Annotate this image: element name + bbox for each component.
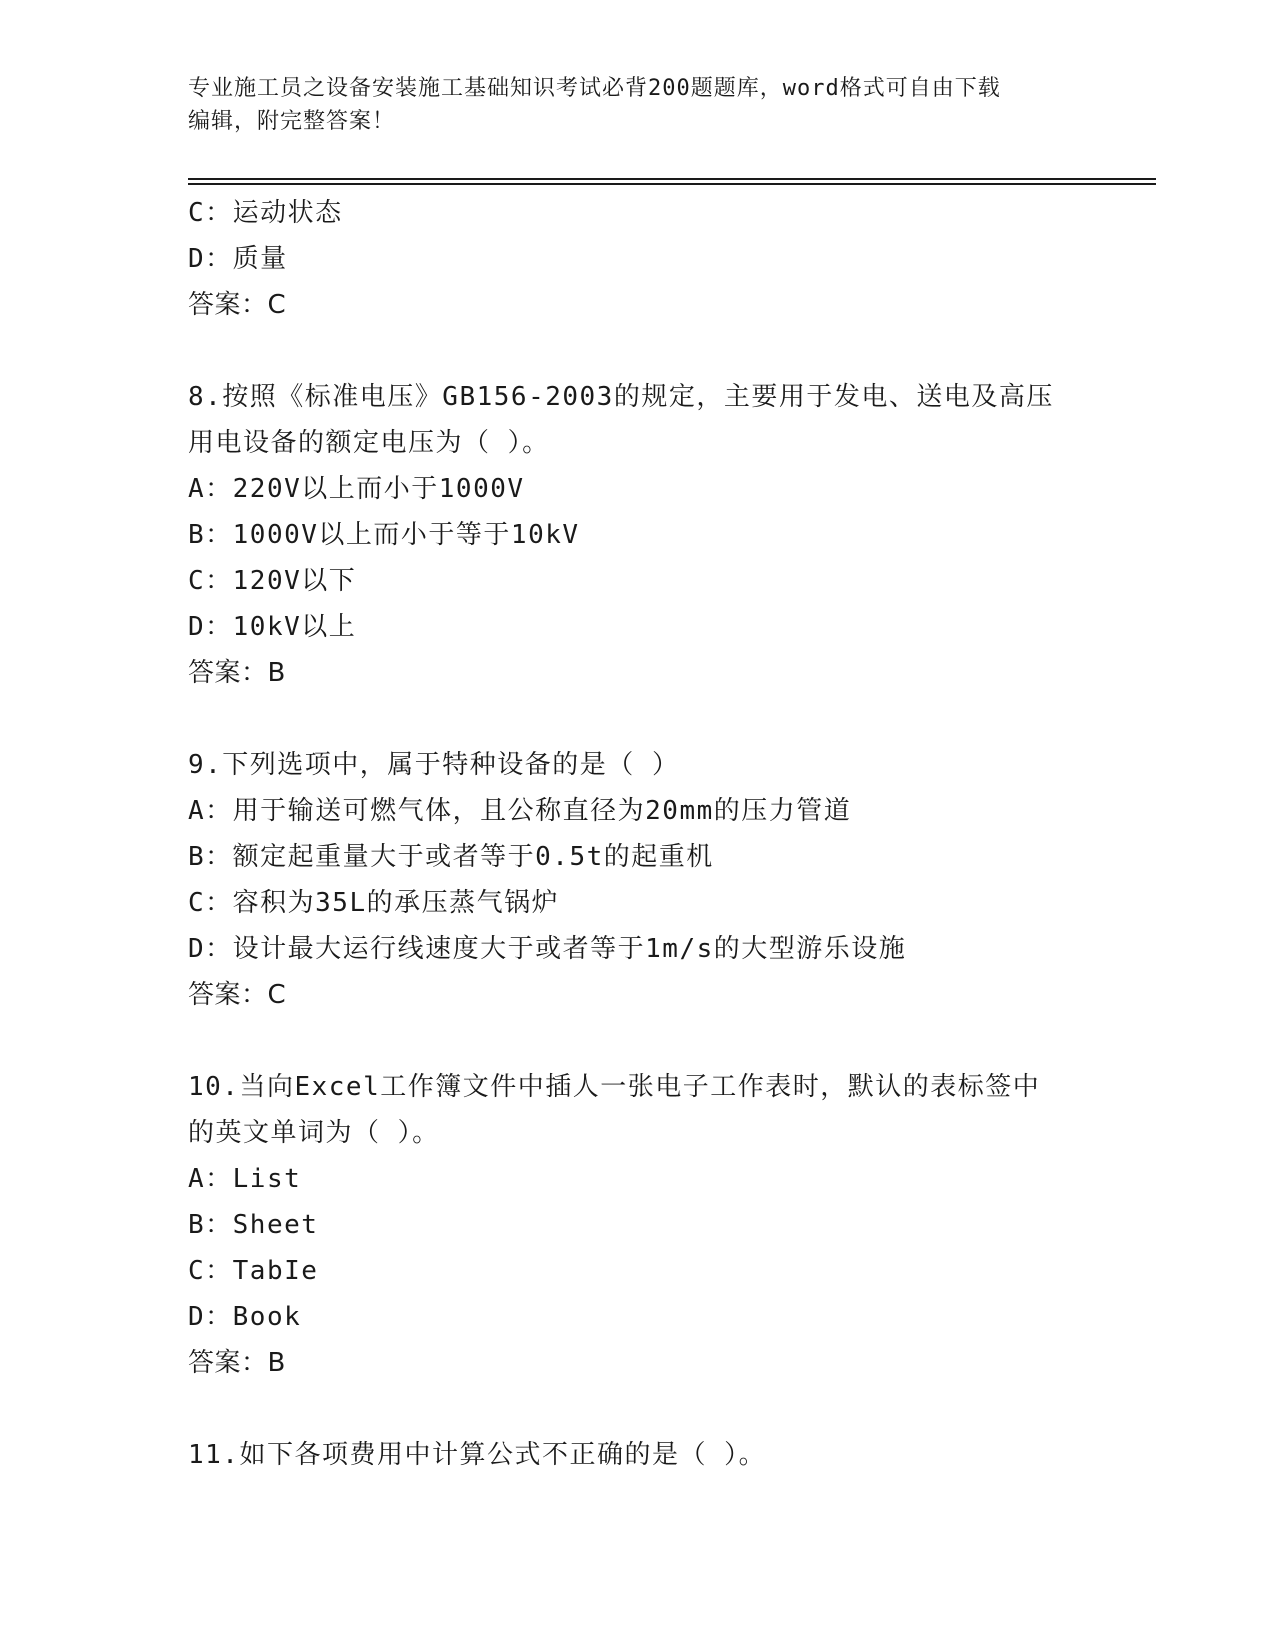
question-10 (188, 1064, 1088, 1386)
previous-question (188, 190, 1088, 328)
question-stem-line: 9.下列选项中，属于特种设备的是（ ） (188, 750, 680, 780)
question-stem-line: 10.当向Excel工作簿文件中插人一张电子工作表时，默认的表标签中 (188, 1072, 1041, 1102)
question-8 (188, 374, 1088, 696)
question-9 (188, 742, 1088, 1018)
option-d: D：Book (188, 1302, 302, 1332)
option-a: A：List (188, 1164, 302, 1194)
answer-line: 答案：B (188, 1348, 286, 1378)
header-line-1: 专业施工员之设备安装施工基础知识考试必背200题题库，word格式可自由下载 (188, 76, 1001, 101)
question-stem-line: 8.按照《标准电压》GB156-2003的规定，主要用于发电、送电及高压 (188, 382, 1054, 412)
option-a: A：220V以上而小于1000V (188, 474, 525, 504)
header-line-2: 编辑，附完整答案！ (188, 109, 396, 134)
question-stem-line: 11.如下各项费用中计算公式不正确的是（ ）。 (188, 1440, 767, 1470)
answer-line: 答案：C (188, 980, 287, 1010)
option-c: C：TabIe (188, 1256, 319, 1286)
option-c: C：120V以下 (188, 566, 357, 596)
document-header (188, 72, 1068, 138)
option-a: A：用于输送可燃气体，且公称直径为20mm的压力管道 (188, 796, 852, 826)
option-b: B：1000V以上而小于等于10kV (188, 520, 580, 550)
option-d: D：10kV以上 (188, 612, 357, 642)
question-11 (188, 1432, 1088, 1478)
option-b: B：Sheet (188, 1210, 319, 1240)
header-divider-top (188, 178, 1156, 180)
question-list (188, 190, 1088, 1478)
header-divider-bottom (188, 183, 1156, 185)
question-stem-line: 用电设备的额定电压为（ ）。 (188, 428, 550, 458)
question-stem-line: 的英文单词为（ ）。 (188, 1118, 440, 1148)
answer-line: 答案：C (188, 290, 287, 320)
answer-line: 答案：B (188, 658, 286, 688)
option-d: D：设计最大运行线速度大于或者等于1m/s的大型游乐设施 (188, 934, 907, 964)
option-c: C：容积为35L的承压蒸气锅炉 (188, 888, 560, 918)
option-d: D：质量 (188, 244, 288, 274)
option-b: B：额定起重量大于或者等于0.5t的起重机 (188, 842, 714, 872)
option-c: C：运动状态 (188, 198, 343, 228)
